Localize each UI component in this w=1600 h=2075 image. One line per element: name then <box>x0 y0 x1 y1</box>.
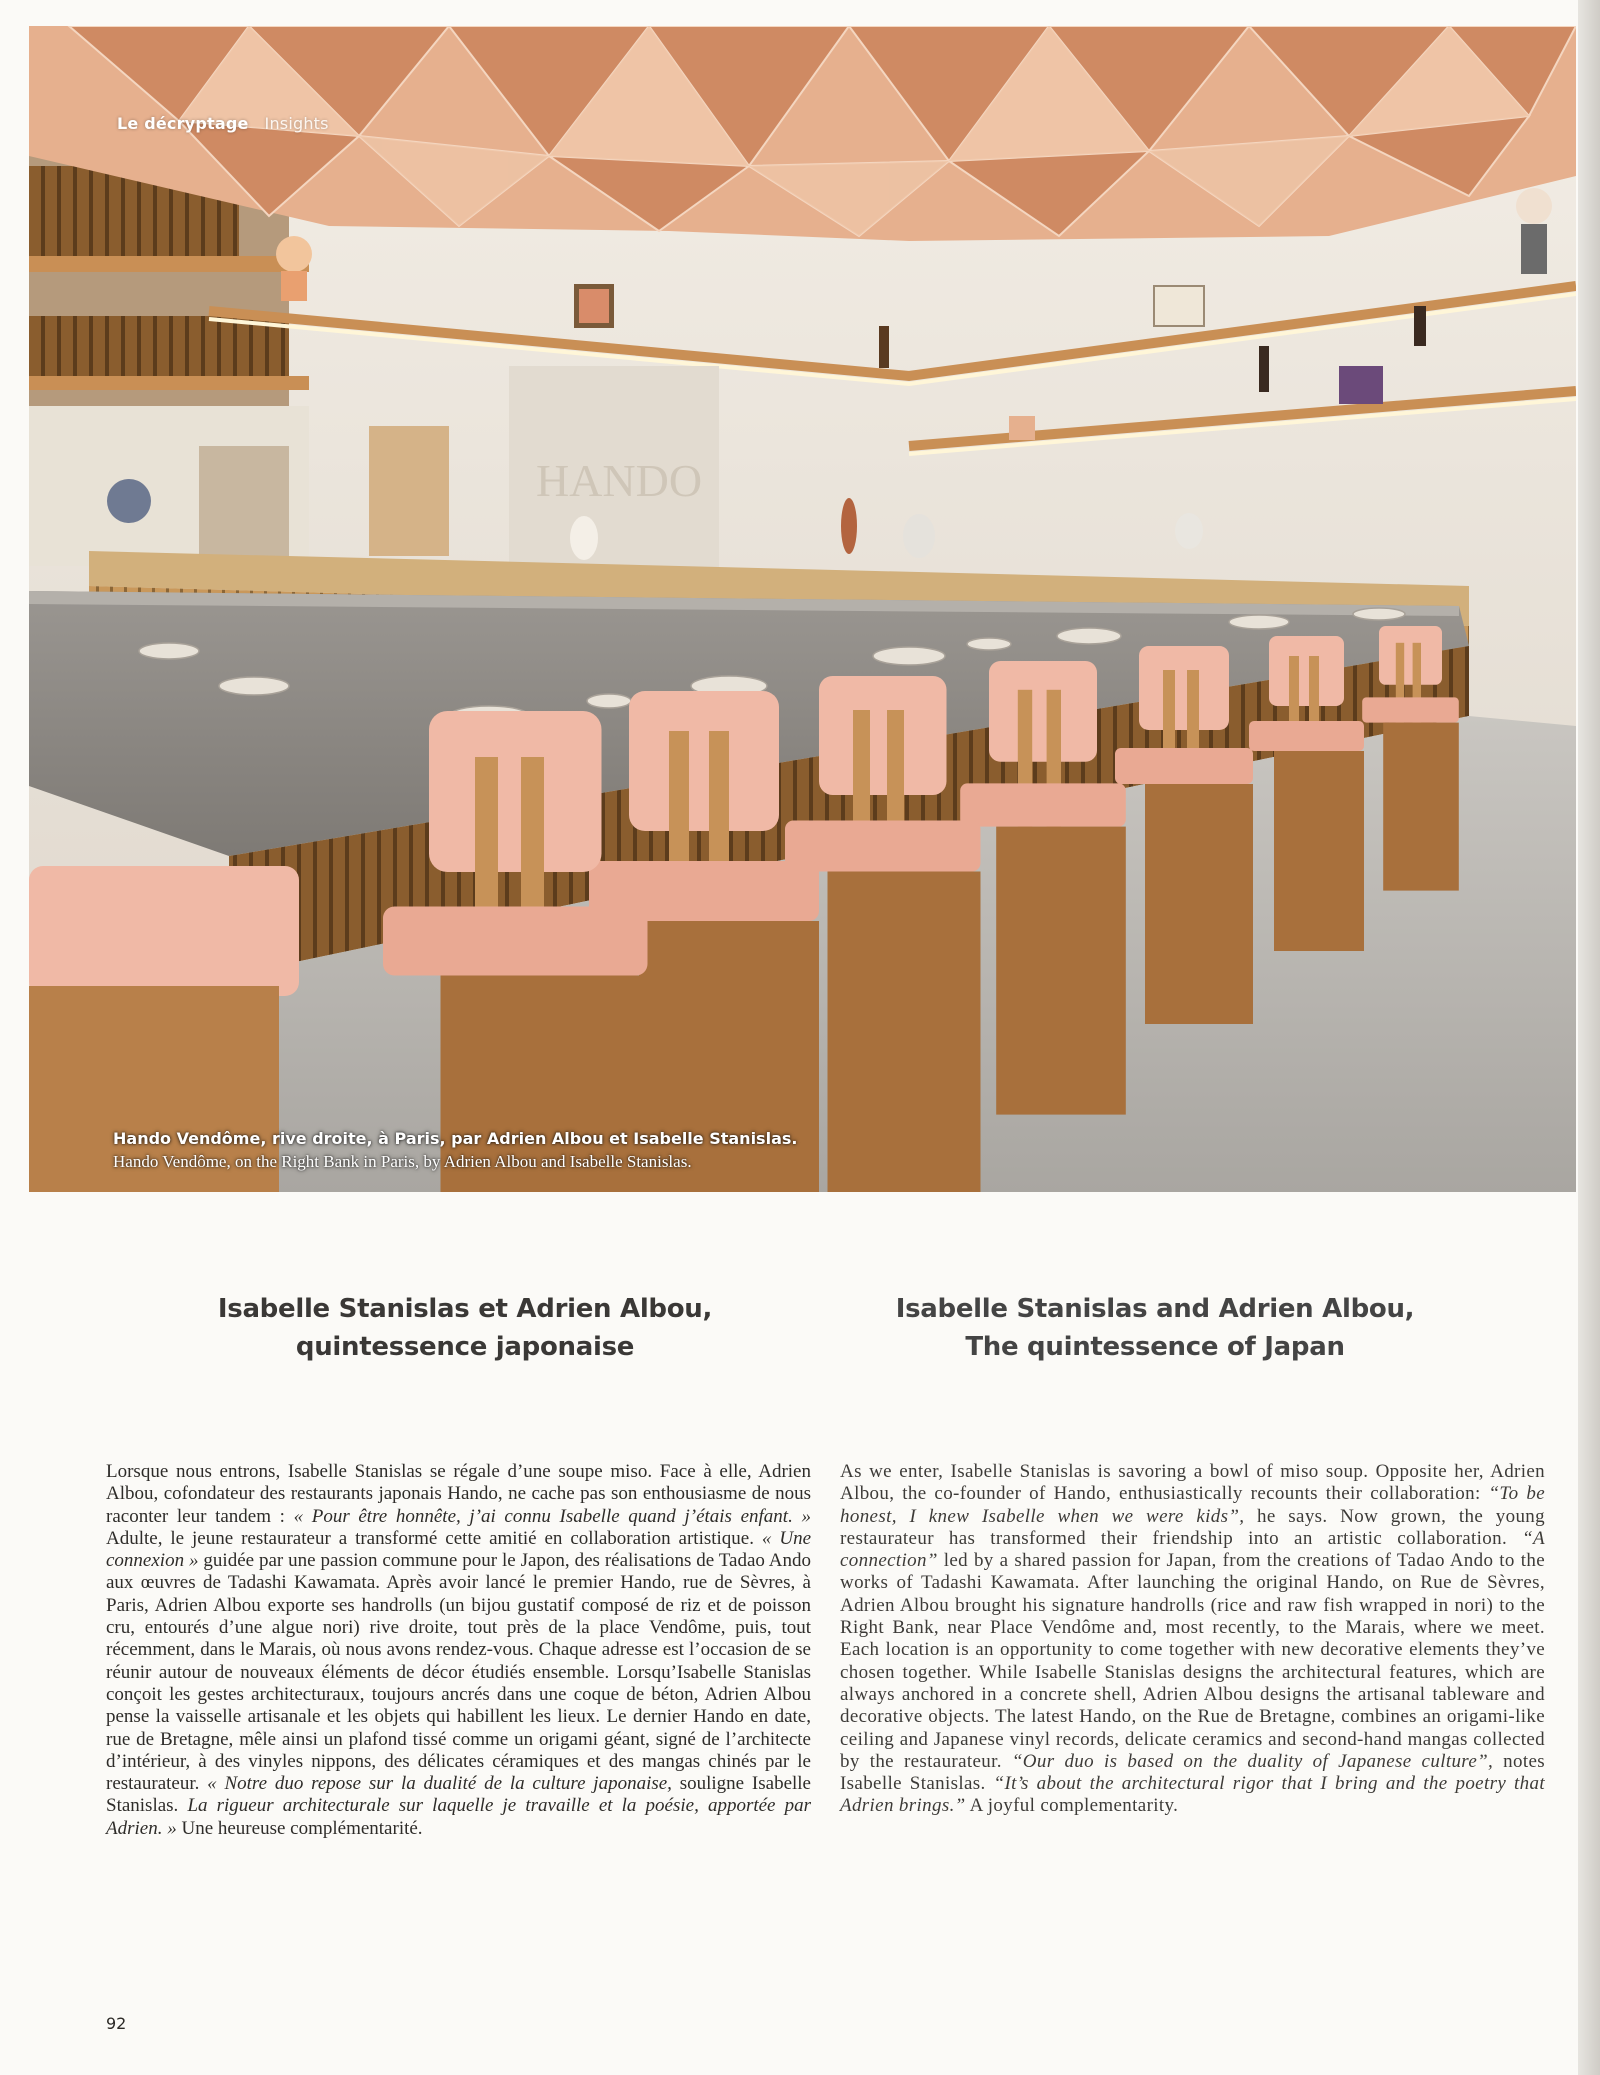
photo-caption-en: Hando Vendôme, on the Right Bank in Paris, by Adrien Albou and Isabelle Stanislas. <box>113 1152 692 1171</box>
article-title-fr <box>155 1290 775 1366</box>
article-paragraph-fr <box>106 1461 811 1840</box>
quote: La rigueur architecturale sur laquelle je travaille et la poésie, apportée par Adrien. » <box>106 1795 812 1839</box>
page-edge-shadow <box>1578 0 1600 2075</box>
article-title-fr-line1: Isabelle Stanislas et Adrien Albou, <box>217 1294 713 1324</box>
article-title-en <box>845 1290 1465 1366</box>
quote: “A connection” <box>840 1527 1545 1572</box>
body-text: souligne Isabelle Stanislas. <box>106 1773 811 1817</box>
article-body-fr <box>106 1461 811 1840</box>
body-text: he says. Now grown, the young restaurateur has transformed their friendship into an artistic collaboration. <box>840 1505 1545 1549</box>
article-body-en <box>840 1461 1545 1818</box>
restaurant-photo <box>29 26 1576 1192</box>
quote: « Notre duo repose sur la dualité de la culture japonaise, <box>207 1773 672 1795</box>
article-title-en-line1: Isabelle Stanislas and Adrien Albou, <box>895 1294 1415 1324</box>
article-paragraph-en <box>840 1461 1545 1818</box>
wall-signage: HANDO <box>535 455 703 506</box>
section-label-en: Insights <box>264 114 329 133</box>
quote: “Our duo is based on the duality of Japanese culture”, <box>1011 1750 1494 1772</box>
body-text: A joyful complementarity. <box>965 1795 1179 1817</box>
page-number: 92 <box>106 2014 127 2033</box>
body-text: Adulte, le jeune restaurateur a transformé cette amitié en collaboration artistique. <box>106 1527 762 1549</box>
section-label-fr: Le décryptage <box>117 114 249 133</box>
body-text: led by a shared passion for Japan, from the creations of Tadao Ando to the works of Tadashi Kawamata. After launching the original Hando, on Rue de Sèvres, Adrien Albou brought his signature handrolls (rice and raw fish wrapped in nori) to the Right Bank, near Place Vendôme and, most recently, to the Marais, where we meet. Each location is an opportunity to come together with new decorative elements they’ve chosen together. While Isabelle Stanislas designs the architectural features, which are always anchored in a concrete shell, Adrien Albou designs the artisanal tableware and decorative objects. The latest Hando, on the Rue de Bretagne, combines an origami-like ceiling and Japanese vinyl records, delicate ceramics and second-hand mangas collected by the restaurateur. <box>840 1550 1545 1772</box>
quote: “It’s about the architectural rigor that I bring and the poetry that Adrien brings.” <box>840 1773 1545 1817</box>
photo-caption <box>113 1127 797 1173</box>
quote: « Une connexion » <box>106 1527 812 1572</box>
article-title-en-line2: The quintessence of Japan <box>965 1332 1345 1362</box>
restaurant-illustration <box>29 26 1576 1192</box>
body-text: guidée par une passion commune pour le Japon, des réalisations de Tadao Ando aux œuvres de Tadashi Kawamata. Après avoir lancé le premier Hando, rue de Sèvres, à Paris, Adrien Albou exporte ses handrolls (un bijou gustatif composé de riz et de poisson cru, entourés d’une algue nori) rive droite, tout près de la place Vendôme, puis, tout récemment, dans le Marais, où nous avons rendez-vous. Chaque adresse est l’occasion de se réunir autour de nouveaux éléments de décor étudiés ensemble. Lorsqu’Isabelle Stanislas conçoit les gestes architecturaux, toujours ancrés dans une coque de béton, Adrien Albou pense la vaisselle artisanale et les objets qui habillent les lieux. Le dernier Hando en date, rue de Bretagne, mêle ainsi un plafond tissé comme un origami géant, signé de l’architecte d’intérieur, à des vinyles nippons, des délicates céramiques et des mangas chinés par le restaurateur. <box>106 1550 811 1795</box>
quote: « Pour être honnête, j’ai connu Isabelle quand j’étais enfant. » <box>293 1505 811 1527</box>
body-text: As we enter, Isabelle Stanislas is savoring a bowl of miso soup. Opposite her, Adrien Albou, the co-founder of Hando, enthusiastically recounts their collaboration: <box>840 1461 1545 1505</box>
section-label <box>117 114 329 133</box>
article-title-fr-line2: quintessence japonaise <box>295 1332 635 1362</box>
body-text: Une heureuse complémentarité. <box>176 1817 423 1839</box>
photo-caption-fr: Hando Vendôme, rive droite, à Paris, par Adrien Albou et Isabelle Stanislas. <box>113 1129 798 1148</box>
quote: “To be honest, I knew Isabelle when we were kids”, <box>840 1483 1545 1527</box>
body-text: Lorsque nous entrons, Isabelle Stanislas se régale d’une soupe miso. Face à elle, Adrien Albou, cofondateur des restaurants japonais Hando, ne cache pas son enthousiasme de nous raconter leur tandem : <box>106 1461 811 1527</box>
body-text: notes Isabelle Stanislas. <box>840 1750 1545 1795</box>
